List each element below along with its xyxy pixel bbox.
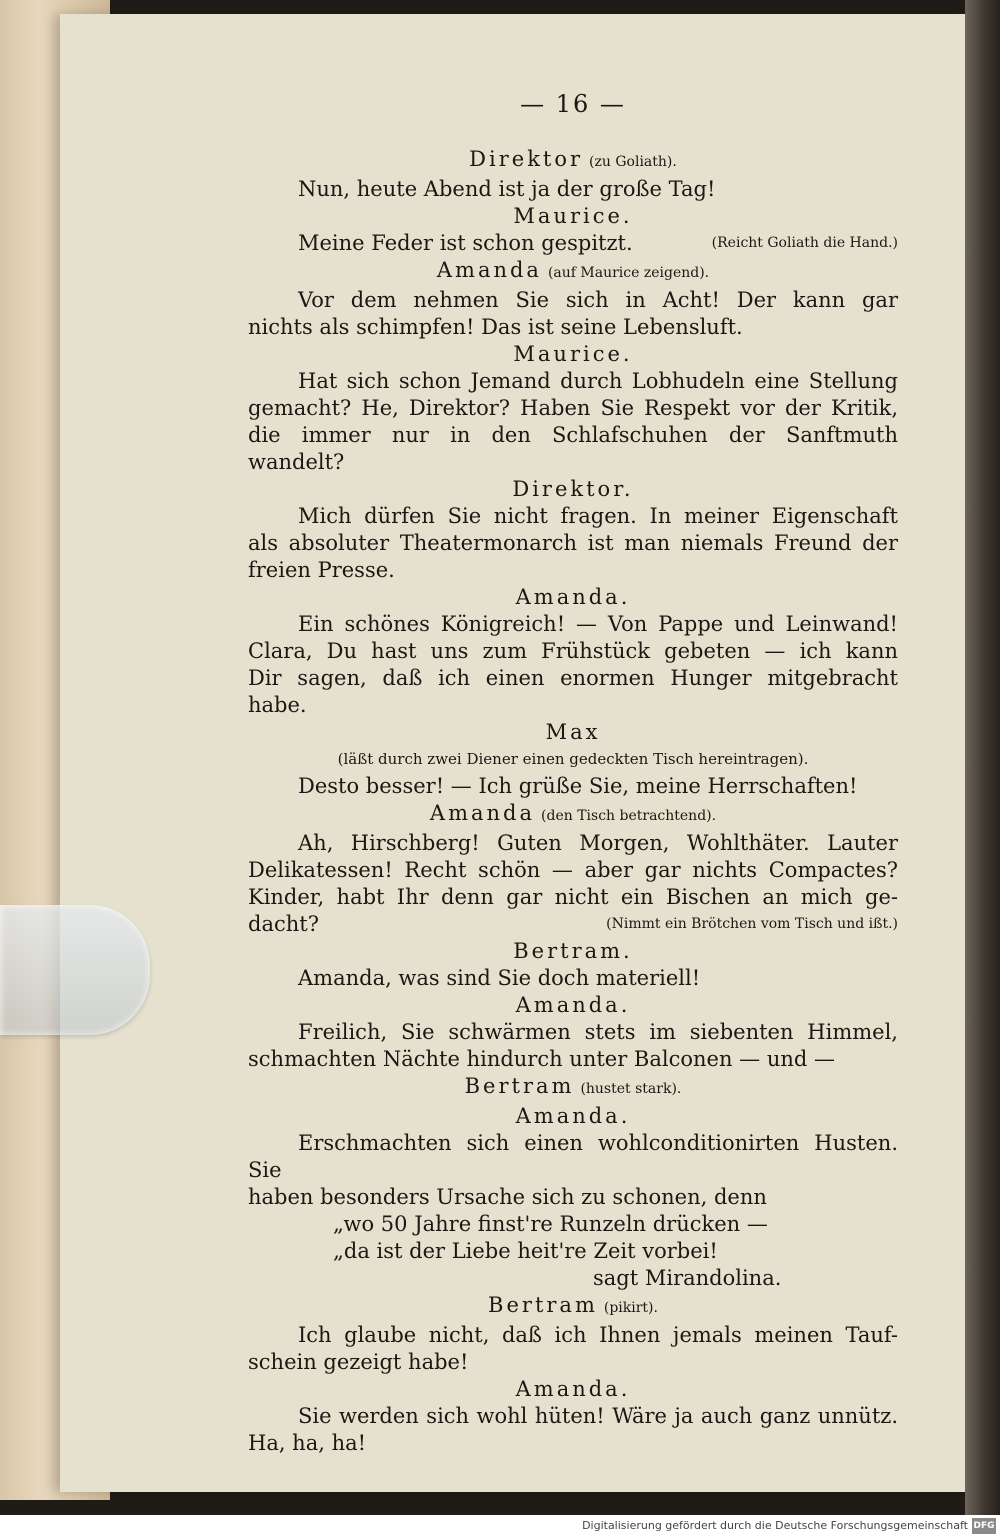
speaker-heading: Maurice.	[513, 204, 633, 228]
speaker-heading	[248, 800, 898, 830]
speaker-heading: Amanda.	[515, 1377, 631, 1401]
stage-direction: (zu Goliath).	[589, 154, 677, 170]
dialogue-line: Erschmachten sich einen wohlconditionirten Husten. Sie	[248, 1131, 898, 1182]
dialogue-text: dacht?	[248, 912, 319, 936]
speaker-heading: Bertram.	[513, 939, 633, 963]
quotation-line: „wo 50 Jahre finst're Runzeln drücken —	[333, 1212, 768, 1236]
dialogue-line	[248, 911, 898, 938]
speaker-heading	[248, 1073, 898, 1103]
dialogue-line: nichts als schimpfen! Das ist seine Lebensluft.	[248, 315, 743, 339]
dialogue-line: Ich glaube nicht, daß ich Ihnen jemals meinen Tauf-	[298, 1323, 898, 1347]
stage-direction: (Reicht Goliath die Hand.)	[711, 235, 898, 251]
quotation-attribution: sagt Mirandolina.	[593, 1266, 782, 1290]
dialogue-line: gemacht? He, Direktor? Haben Sie Respekt vor der Kritik,	[248, 396, 898, 420]
dialogue-line: Ein schönes Königreich! — Von Pappe und Leinwand!	[298, 612, 898, 636]
stage-direction: (auf Maurice zeigend).	[547, 265, 710, 281]
dialogue-line: Kinder, habt Ihr denn gar nicht ein Bischen an mich ge-	[248, 885, 898, 909]
speaker-heading: Amanda.	[515, 585, 631, 609]
footer-bar	[0, 1515, 1000, 1538]
plastic-clip	[0, 905, 150, 1035]
dialogue-line: Amanda, was sind Sie doch materiell!	[298, 966, 701, 990]
dialogue-line: Vor dem nehmen Sie sich in Acht! Der kann gar	[298, 288, 898, 312]
speaker-heading: Amanda.	[515, 993, 631, 1017]
speaker-heading: Direktor.	[512, 477, 634, 501]
stage-direction: (Nimmt ein Brötchen vom Tisch und ißt.)	[606, 916, 898, 932]
dialogue-line: Nun, heute Abend ist ja der große Tag!	[298, 177, 716, 201]
speaker-name: Bertram	[488, 1293, 598, 1317]
dialogue-line	[248, 230, 898, 257]
stage-direction: (pikirt).	[603, 1300, 658, 1316]
dialogue-line: die immer nur in den Schlafschuhen der Sanftmuth wandelt?	[248, 423, 898, 474]
dialogue-line: schein gezeigt habe!	[248, 1350, 469, 1374]
speaker-heading: Max	[545, 720, 601, 744]
quotation-line: „da ist der Liebe heit're Zeit vorbei!	[333, 1239, 718, 1263]
dialogue-line: Freilich, Sie schwärmen stets im siebenten Himmel,	[298, 1020, 898, 1044]
dialogue-line: Dir sagen, daß ich einen enormen Hunger mitgebracht habe.	[248, 666, 898, 717]
speaker-heading	[248, 1292, 898, 1322]
dialogue-line: haben besonders Ursache sich zu schonen, denn	[248, 1185, 767, 1209]
speaker-name: Direktor	[469, 147, 584, 171]
dialogue-line: Ha, ha, ha!	[248, 1431, 367, 1455]
dialogue-text: Meine Feder ist schon gespitzt.	[298, 231, 633, 255]
page-text	[248, 90, 898, 1457]
speaker-name: Bertram	[464, 1074, 575, 1098]
page-gutter-shadow	[965, 0, 1000, 1515]
stage-direction: (den Tisch betrachtend).	[541, 808, 717, 824]
speaker-heading: Maurice.	[513, 342, 633, 366]
page-number: — 16 —	[520, 90, 626, 118]
dialogue-line: freien Presse.	[248, 558, 395, 582]
dialogue-line: Desto besser! — Ich grüße Sie, meine Herrschaften!	[298, 774, 858, 798]
dialogue-line: Delikatessen! Recht schön — aber gar nichts Compactes?	[248, 858, 898, 882]
dialogue-line: schmachten Nächte hindurch unter Balconen — und —	[248, 1047, 836, 1071]
speaker-name: Amanda	[436, 258, 542, 282]
dialogue-line: Clara, Du hast uns zum Frühstück gebeten — ich kann	[248, 639, 898, 663]
speaker-heading: Amanda.	[515, 1104, 631, 1128]
footer-credit: Digitalisierung gefördert durch die Deutsche Forschungsgemeinschaft	[582, 1519, 968, 1532]
speaker-heading	[248, 146, 898, 176]
dialogue-line: Ah, Hirschberg! Guten Morgen, Wohlthäter. Lauter	[298, 831, 898, 855]
dialogue-line: Hat sich schon Jemand durch Lobhudeln eine Stellung	[298, 369, 898, 393]
dialogue-line: als absoluter Theatermonarch ist man niemals Freund der	[248, 531, 898, 555]
dialogue-line: Mich dürfen Sie nicht fragen. In meiner Eigenschaft	[298, 504, 898, 528]
dfg-logo-icon: DFG	[972, 1518, 996, 1534]
stage-direction: (hustet stark).	[580, 1081, 682, 1097]
stage-direction: (läßt durch zwei Diener einen gedeckten Tisch hereintragen).	[337, 750, 809, 768]
speaker-heading	[248, 257, 898, 287]
speaker-name: Amanda	[429, 801, 536, 825]
dialogue-line: Sie werden sich wohl hüten! Wäre ja auch ganz unnütz.	[298, 1404, 898, 1428]
